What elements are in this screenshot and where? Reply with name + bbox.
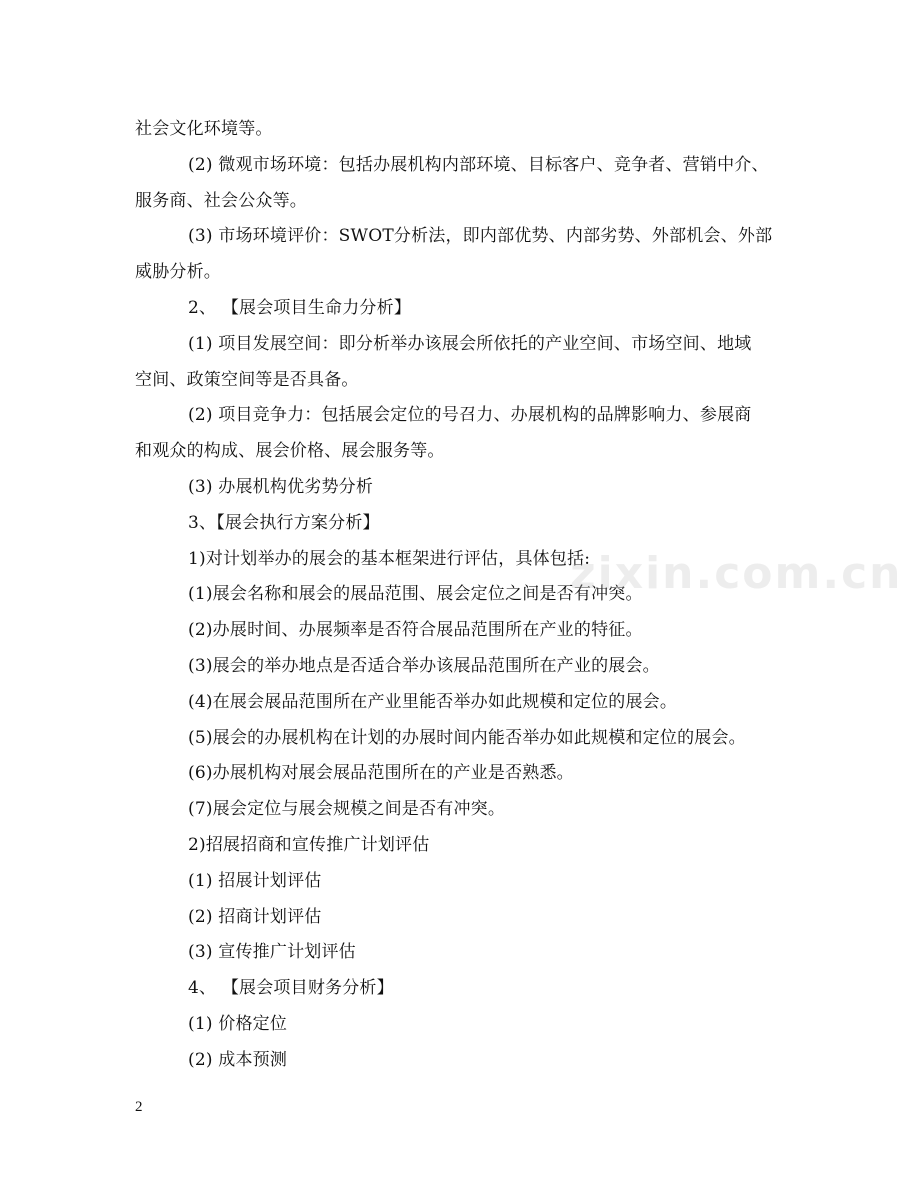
text-line: 社会文化环境等。 — [135, 119, 273, 139]
text-line: (6)办展机构对展会展品范围所在的产业是否熟悉。 — [188, 763, 574, 784]
text-line: (2) 项目竞争力：包括展会定位的号召力、办展机构的品牌影响力、参展商 — [188, 405, 752, 426]
text-line: (2) 成本预测 — [188, 1049, 288, 1070]
watermark: zixin.com.cn — [570, 548, 903, 599]
text-line: (2)办展时间、办展频率是否符合展品范围所在产业的特征。 — [188, 620, 643, 641]
text-line: (3) 市场环境评价：SWOT分析法，即内部优势、内部劣势、外部机会、外部 — [188, 226, 773, 247]
text-line: (1)展会名称和展会的展品范围、展会定位之间是否有冲突。 — [188, 584, 643, 605]
section-heading: 2、 【展会项目生命力分析】 — [188, 297, 412, 318]
text-line: (2) 招商计划评估 — [188, 906, 322, 927]
text-line: (7)展会定位与展会规模之间是否有冲突。 — [188, 799, 506, 820]
text-line: 1)对计划举办的展会的基本框架进行评估，具体包括: — [188, 548, 591, 569]
text-line: (4)在展会展品范围所在产业里能否举办如此规模和定位的展会。 — [188, 691, 678, 712]
section-heading: 4、 【展会项目财务分析】 — [188, 978, 394, 999]
text-line: (3) 办展机构优劣势分析 — [188, 476, 374, 497]
text-line: (3) 宣传推广计划评估 — [188, 942, 356, 963]
text-line: 服务商、社会公众等。 — [135, 190, 307, 211]
text-line: (2) 微观市场环境：包括办展机构内部环境、目标客户、竞争者、营销中介、 — [188, 154, 769, 175]
page-number: 2 — [135, 1099, 143, 1115]
text-line: (3)展会的举办地点是否适合举办该展品范围所在产业的展会。 — [188, 655, 660, 676]
text-line: 2)招展招商和宣传推广计划评估 — [188, 834, 430, 855]
text-line: 和观众的构成、展会价格、展会服务等。 — [135, 441, 445, 462]
text-line: (5)展会的办展机构在计划的办展时间内能否举办如此规模和定位的展会。 — [188, 727, 746, 748]
text-line: (1) 价格定位 — [188, 1013, 288, 1034]
text-line: (1) 招展计划评估 — [188, 870, 322, 891]
text-line: (1) 项目发展空间：即分析举办该展会所依托的产业空间、市场空间、地域 — [188, 333, 752, 354]
text-line: 威胁分析。 — [135, 262, 221, 283]
text-line: 空间、政策空间等是否具备。 — [135, 369, 359, 390]
section-heading: 3、【展会执行方案分析】 — [188, 512, 380, 533]
